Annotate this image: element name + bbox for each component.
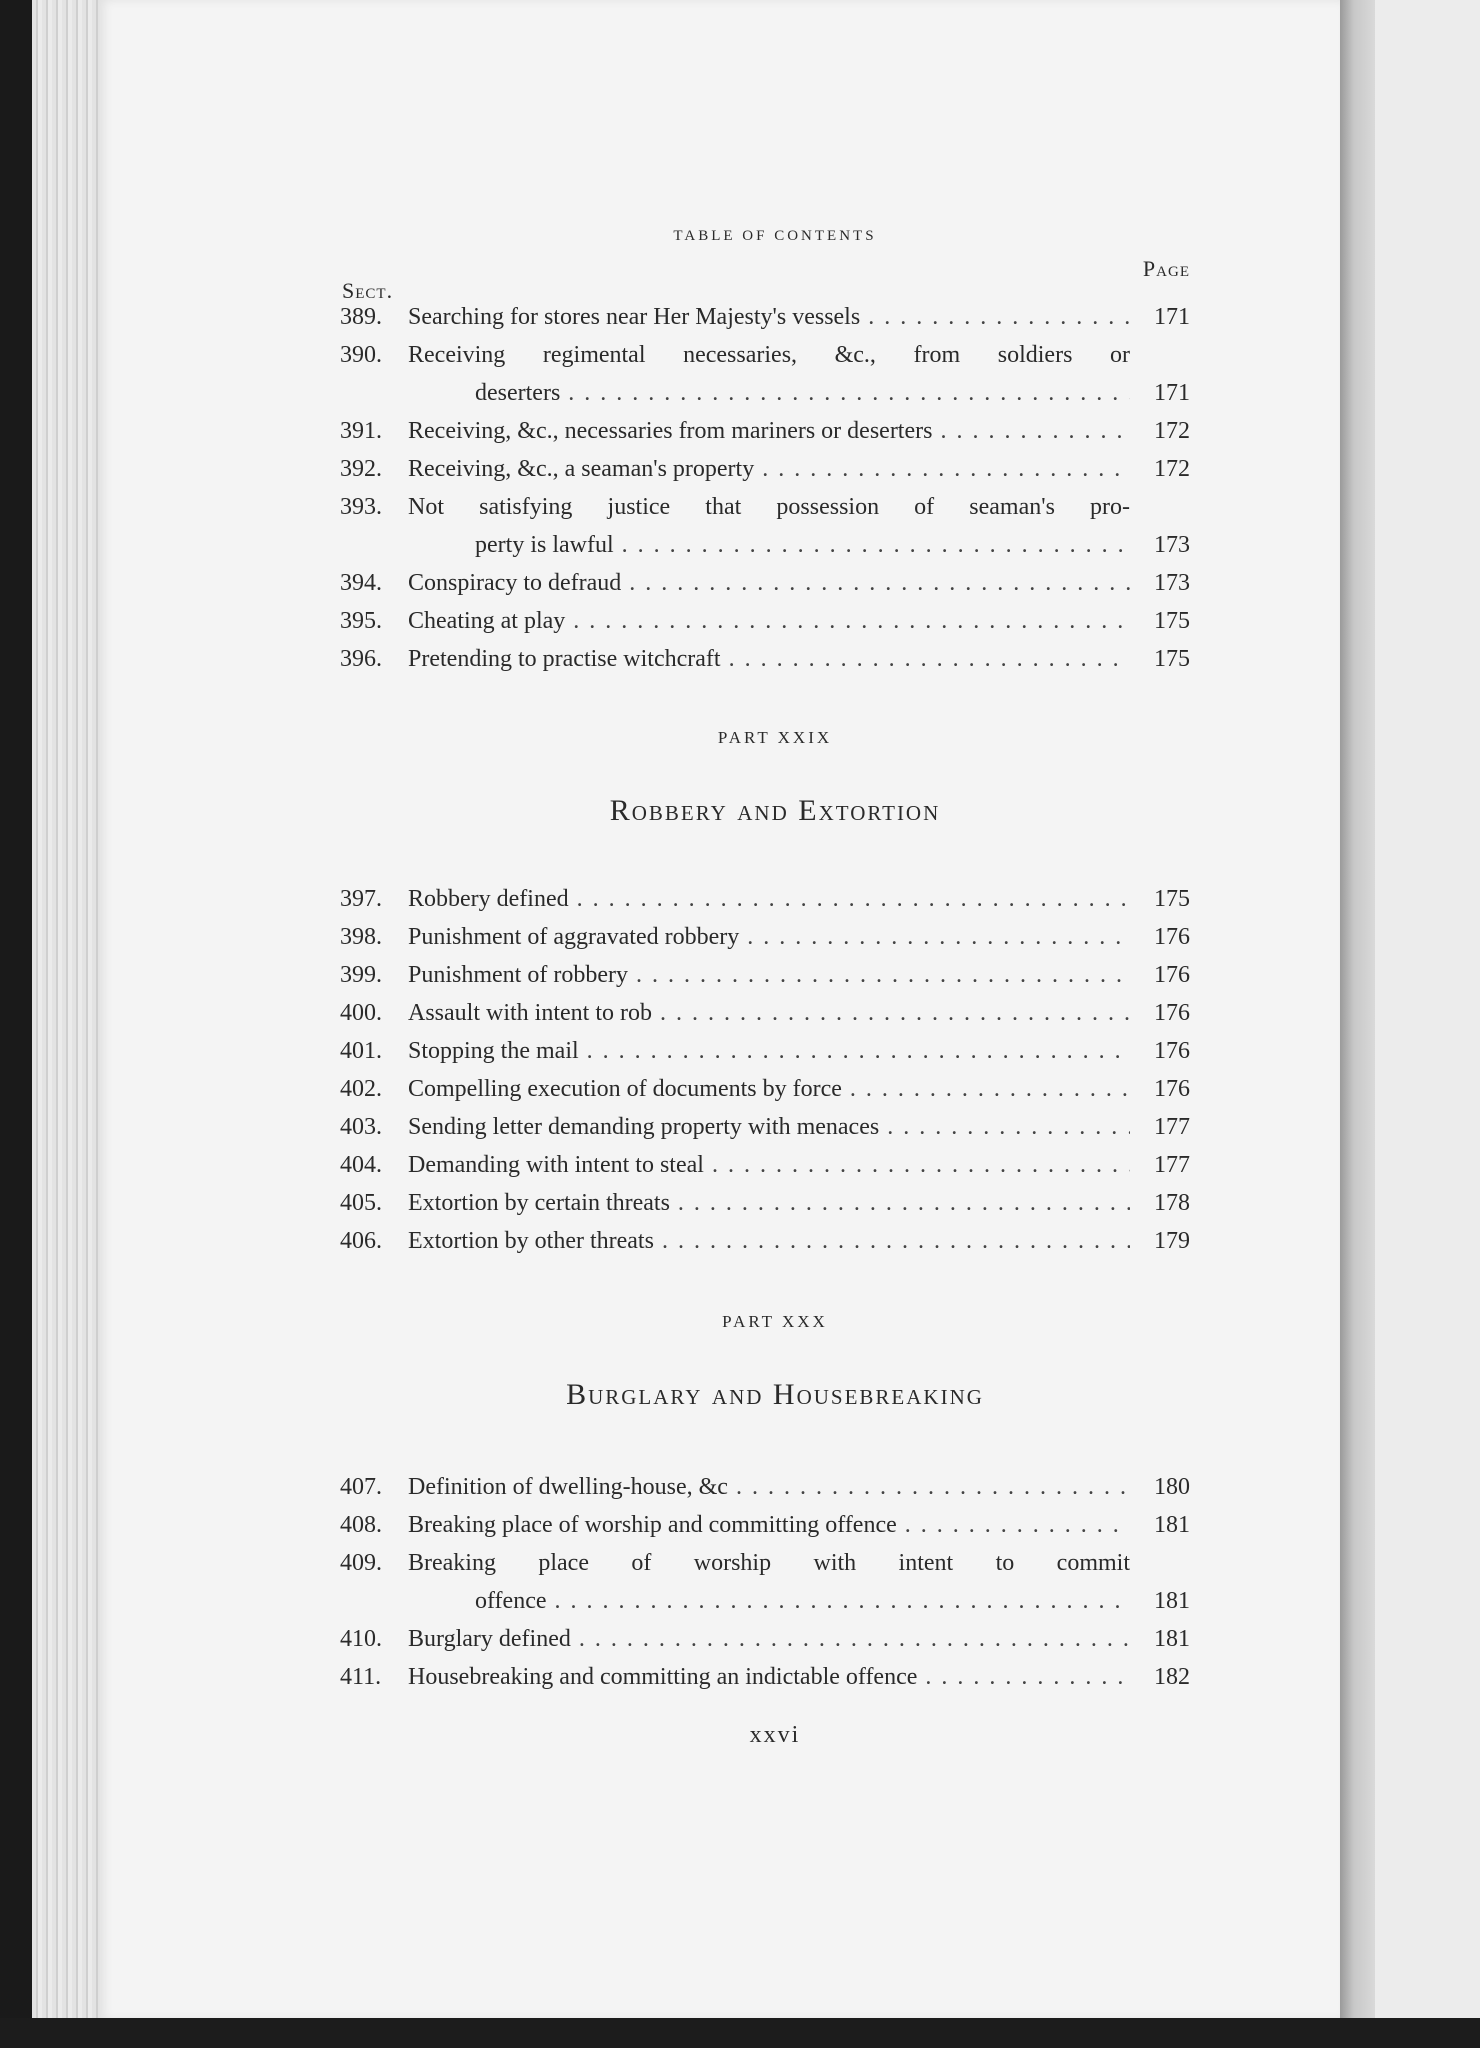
section-number: 411. [340,1664,382,1690]
entry-title: Compelling execution of documents by force [408,1076,842,1102]
section-number: 404. [340,1152,382,1178]
page-number: 179 [1154,1228,1190,1254]
section-number: 410. [340,1626,382,1652]
entry-title: Robbery defined [408,886,569,912]
page-number: 176 [1154,1000,1190,1026]
dot-leader [712,1146,1130,1184]
dot-leader [577,880,1130,918]
page-number: 175 [1154,646,1190,672]
section-number: 401. [340,1038,382,1064]
toc-entry [340,564,1190,602]
entry-title-line2: offence [475,1588,547,1614]
toc-entry [340,1506,1190,1544]
page-number: 176 [1154,962,1190,988]
toc-entry [340,956,1190,994]
entry-title: Punishment of robbery [408,962,628,988]
toc-entry [340,412,1190,450]
page-number: 173 [1154,532,1190,558]
section-number: 397. [340,886,382,912]
dot-leader [905,1506,1130,1544]
toc-group-part30 [340,1468,1190,1696]
entry-title: Assault with intent to rob [408,1000,652,1026]
part-label: PART XXX [722,1312,828,1331]
section-number: 392. [340,456,382,482]
entry-title: Definition of dwelling-house, &c [408,1474,728,1500]
scan-edge-left [0,0,32,2048]
section-number: 405. [340,1190,382,1216]
page-number: 175 [1154,886,1190,912]
entry-title: Breaking place of worship and committing offence [408,1512,897,1538]
page-number: 177 [1154,1152,1190,1178]
page-number: 181 [1154,1588,1190,1614]
toc-entry [340,1108,1190,1146]
toc-entry [340,918,1190,956]
section-number: 395. [340,608,382,634]
section-number: 394. [340,570,382,596]
dot-leader [940,412,1130,450]
dot-leader [925,1658,1130,1696]
dot-leader [868,298,1130,336]
toc-content [340,228,1190,1749]
page-number: 171 [1154,304,1190,330]
page-number: 178 [1154,1190,1190,1216]
toc-entry [340,1544,1190,1620]
entry-title: Housebreaking and committing an indictable offence [408,1664,918,1690]
entry-title-line1: Receiving regimental necessaries, &c., from soldiers or [408,342,1130,368]
page-column-heading: Page [1142,256,1190,281]
entry-title: Receiving, &c., a seaman's property [408,456,755,482]
page-folio: xxvi [749,1722,801,1748]
entry-title: Cheating at play [408,608,566,634]
page-number: 172 [1154,418,1190,444]
dot-leader [678,1184,1130,1222]
toc-entry [340,994,1190,1032]
toc-entry [340,1146,1190,1184]
dot-leader [568,374,1130,412]
entry-title: Extortion by other threats [408,1228,654,1254]
running-head: TABLE OF CONTENTS [673,228,877,244]
page-number: 180 [1154,1474,1190,1500]
page-number: 177 [1154,1114,1190,1140]
dot-leader [579,1620,1130,1658]
scan-edge-bottom [0,2018,1480,2048]
entry-title: Conspiracy to defraud [408,570,622,596]
part-title: Robbery and Extortion [609,794,941,827]
page-number: 182 [1154,1664,1190,1690]
section-number: 402. [340,1076,382,1102]
entry-title: Pretending to practise witchcraft [408,646,721,672]
sect-column-heading: Sect. [342,278,394,303]
section-number: 403. [340,1114,382,1140]
dot-leader [762,450,1130,488]
entry-title: Stopping the mail [408,1038,579,1064]
page-number: 181 [1154,1512,1190,1538]
dot-leader [729,640,1130,678]
section-number: 406. [340,1228,382,1254]
dot-leader [587,1032,1130,1070]
toc-entry [340,1658,1190,1696]
part-label: PART XXIX [717,728,833,747]
toc-entry [340,488,1190,564]
toc-group-part29 [340,880,1190,1260]
section-number: 400. [340,1000,382,1026]
entry-title: Receiving, &c., necessaries from mariners or deserters [408,418,933,444]
toc-entry [340,1070,1190,1108]
toc-entry [340,1222,1190,1260]
entry-title: Sending letter demanding property with menaces [408,1114,880,1140]
toc-entry [340,450,1190,488]
page-number: 176 [1154,1076,1190,1102]
dot-leader [736,1468,1130,1506]
toc-entry [340,1032,1190,1070]
entry-title: Extortion by certain threats [408,1190,670,1216]
section-number: 409. [340,1550,382,1576]
page-number: 181 [1154,1626,1190,1652]
entry-title: Burglary defined [408,1626,571,1652]
entry-title: Searching for stores near Her Majesty's vessels [408,304,861,330]
section-number: 393. [340,494,382,520]
section-number: 396. [340,646,382,672]
page-number: 171 [1154,380,1190,406]
page-number: 176 [1154,924,1190,950]
page-number: 172 [1154,456,1190,482]
entry-title-line1: Breaking place of worship with intent to commit [408,1550,1130,1576]
section-number: 398. [340,924,382,950]
dot-leader [622,526,1130,564]
page-number: 175 [1154,608,1190,634]
book-gutter [1340,0,1375,2020]
toc-group-1 [340,298,1190,678]
toc-entry [340,336,1190,412]
entry-title: Punishment of aggravated robbery [408,924,740,950]
facing-page-edge [1375,0,1480,2020]
toc-entry [340,880,1190,918]
section-number: 389. [340,304,382,330]
dot-leader [573,602,1130,640]
section-number: 408. [340,1512,382,1538]
entry-title-line2: perty is lawful [475,532,614,558]
page-number: 173 [1154,570,1190,596]
dot-leader [660,994,1130,1032]
section-number: 390. [340,342,382,368]
entry-title: Demanding with intent to steal [408,1152,704,1178]
toc-entry [340,1184,1190,1222]
page-stack-edge [32,0,102,2030]
dot-leader [629,564,1130,602]
column-headings [340,252,1190,303]
page-number: 176 [1154,1038,1190,1064]
toc-entry [340,1468,1190,1506]
dot-leader [555,1582,1130,1620]
entry-title-line2: deserters [475,380,561,406]
section-number: 407. [340,1474,382,1500]
dot-leader [850,1070,1130,1108]
section-number: 399. [340,962,382,988]
part-title: Burglary and Housebreaking [566,1378,984,1411]
dot-leader [747,918,1130,956]
section-number: 391. [340,418,382,444]
toc-entry [340,298,1190,336]
toc-entry [340,602,1190,640]
dot-leader [887,1108,1130,1146]
dot-leader [662,1222,1130,1260]
toc-entry [340,1620,1190,1658]
entry-title-line1: Not satisfying justice that possession of seaman's pro- [408,494,1130,520]
toc-entry [340,640,1190,678]
dot-leader [636,956,1130,994]
